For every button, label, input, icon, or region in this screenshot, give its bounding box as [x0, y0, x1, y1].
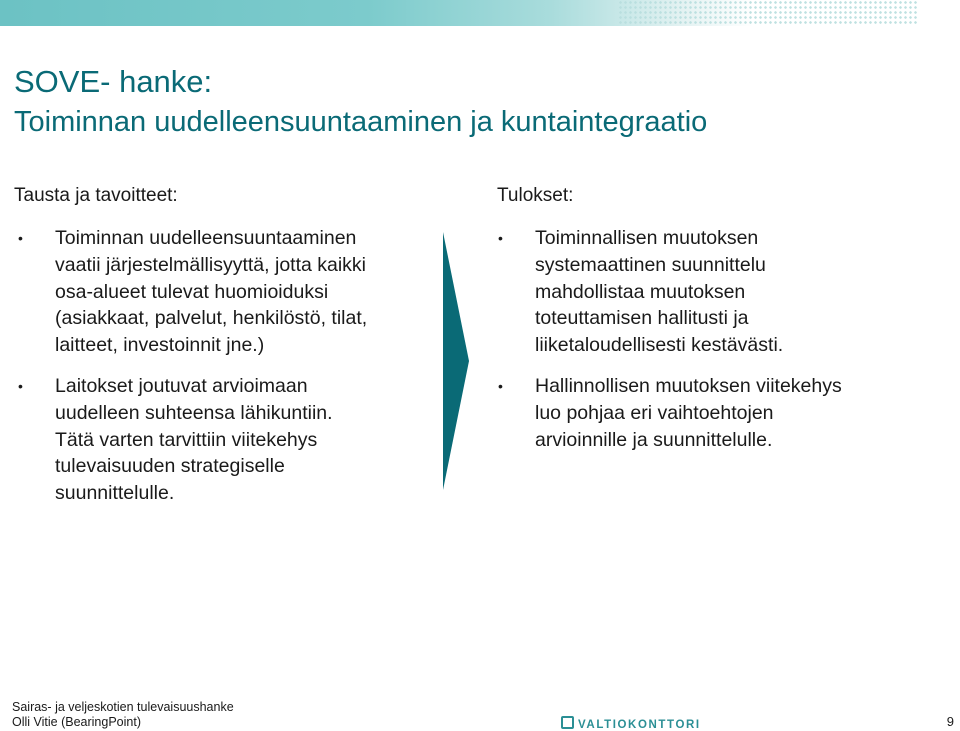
page-number: 9 — [946, 714, 954, 729]
bullet-line: toteuttamisen hallitusti ja — [535, 307, 749, 330]
right-bullet-2 — [495, 373, 935, 453]
left-bullet-1 — [15, 225, 435, 359]
left-bullet-list — [15, 225, 435, 521]
valtiokonttori-logo — [561, 716, 701, 731]
slide-subtitle: Toiminnan uudelleensuuntaaminen ja kuntaintegraatio — [14, 106, 708, 138]
bullet-line: uudelleen suhteensa lähikuntiin. — [55, 401, 333, 424]
bullet-line: vaatii järjestelmällisyyttä, jotta kaikki — [55, 253, 367, 276]
slide-title: SOVE- hanke: — [14, 64, 213, 99]
bullet-line: arvioinnille ja suunnittelulle. — [535, 428, 773, 451]
bullet-line: laitteet, investoinnit jne.) — [55, 334, 265, 357]
bullet-line: mahdollistaa muutoksen — [535, 280, 746, 303]
bullet-line: Toiminnan uudelleensuuntaaminen — [55, 227, 357, 249]
bullet-line: Hallinnollisen muutoksen viitekehys — [535, 374, 842, 397]
bullet-line: suunnittelulle. — [55, 482, 175, 505]
right-bullet-1 — [495, 225, 935, 359]
footer-project-name: Sairas- ja veljeskotien tulevaisuushanke — [12, 700, 234, 714]
bullet-line: osa-alueet tulevat huomioiduksi — [55, 280, 329, 303]
bullet-line: Tätä varten tarvittiin viitekehys — [55, 428, 318, 451]
top-decorative-band — [0, 0, 918, 26]
right-bullet-list — [495, 225, 935, 467]
dot-pattern — [618, 0, 918, 26]
footer-author: Olli Vitie (BearingPoint) — [12, 715, 141, 729]
bullet-line: tulevaisuuden strategiselle — [55, 455, 285, 478]
bullet-dot-icon: • — [498, 230, 503, 246]
bullet-line: (asiakkaat, palvelut, henkilöstö, tilat, — [55, 307, 368, 330]
bullet-line: Toiminnallisen muutoksen — [535, 227, 759, 249]
chevron-arrow-icon — [443, 232, 469, 490]
bullet-line: luo pohjaa eri vaihtoehtojen — [535, 401, 774, 424]
bullet-line: systemaattinen suunnittelu — [535, 253, 766, 276]
logo-text: VALTIOKONTTORI — [578, 719, 701, 731]
bullet-dot-icon: • — [498, 377, 503, 394]
bullet-line: liiketaloudellisesti kestävästi. — [535, 334, 784, 357]
bullet-dot-icon: • — [18, 230, 23, 246]
right-column-heading: Tulokset: — [497, 185, 574, 206]
bullet-dot-icon: • — [18, 377, 23, 394]
logo-mark-icon — [561, 716, 574, 729]
left-bullet-2 — [15, 373, 435, 507]
left-column-heading: Tausta ja tavoitteet: — [14, 185, 178, 206]
bullet-line: Laitokset joutuvat arvioimaan — [55, 374, 308, 397]
